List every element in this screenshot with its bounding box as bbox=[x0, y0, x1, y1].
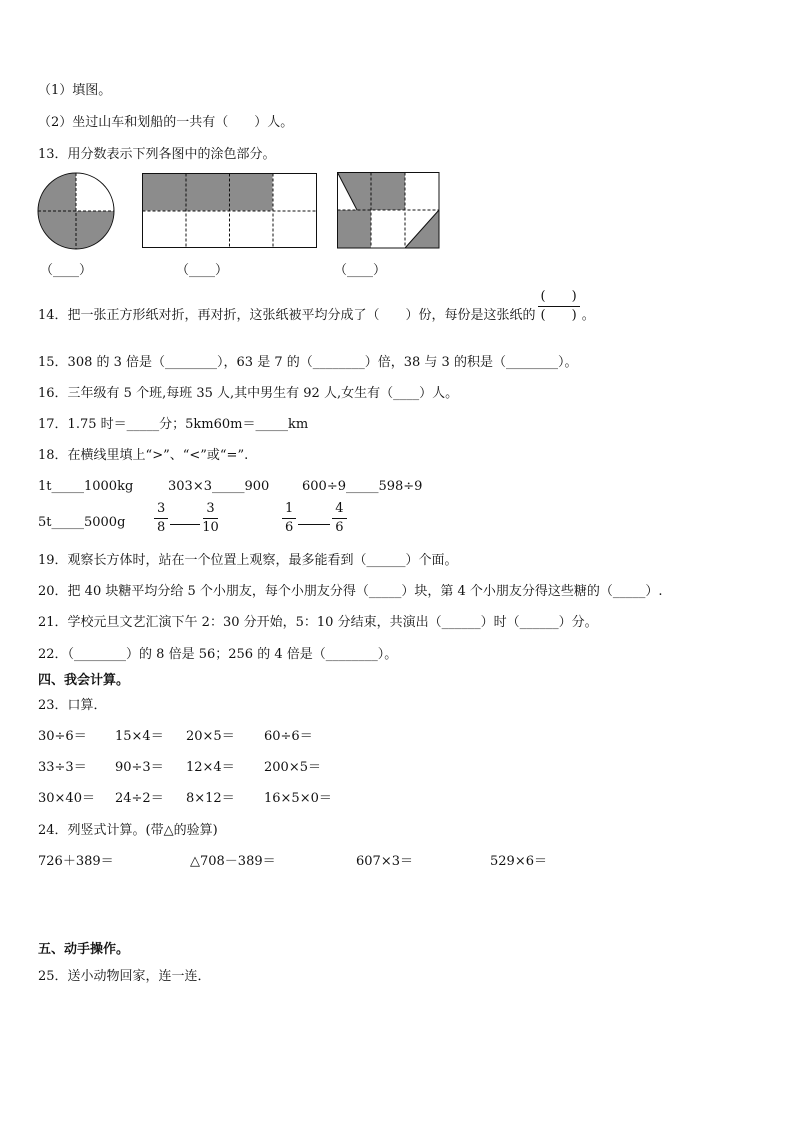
question-18: 18．在横线里填上“>”、“<”或“=”. bbox=[38, 448, 249, 463]
mental-math-item: 20×5＝ bbox=[186, 729, 235, 744]
compare-6 bbox=[280, 502, 349, 535]
section-4-title: 四、我会计算。 bbox=[38, 673, 130, 688]
fraction-denominator: 6 bbox=[285, 520, 294, 535]
fraction-denominator: 6 bbox=[335, 520, 344, 535]
question-14-end: 。 bbox=[581, 308, 595, 323]
mental-math-item: 90÷3＝ bbox=[115, 760, 164, 775]
question-24: 24．列竖式计算。(带△的验算) bbox=[38, 823, 218, 838]
fraction-1-6 bbox=[282, 502, 296, 535]
fraction-4-6 bbox=[332, 502, 346, 535]
figure-circle bbox=[37, 172, 115, 250]
question-23: 23．口算． bbox=[38, 698, 107, 713]
question-17: 17．1.75 时＝_____分；5km60m＝_____km bbox=[38, 417, 309, 432]
question-25: 25．送小动物回家，连一连． bbox=[38, 969, 211, 984]
question-20: 20．把 40 块糖平均分给 5 个小朋友，每个小朋友分得（_____）块，第 4 个小朋友分得这些糖的（_____）. bbox=[38, 584, 663, 599]
vertical-calc-item: △708－389＝ bbox=[190, 854, 276, 869]
fraction-3-10 bbox=[202, 502, 219, 535]
question-19: 19．观察长方体时，站在一个位置上观察，最多能看到（______）个面。 bbox=[38, 553, 458, 568]
fraction-numerator: 1 bbox=[282, 502, 296, 519]
fraction-3-8 bbox=[154, 502, 168, 535]
question-21: 21．学校元旦文艺汇演下午 2：30 分开始，5：10 分结束，共演出（______）时（______）分。 bbox=[38, 615, 598, 630]
compare-blank[interactable] bbox=[170, 510, 200, 525]
mental-math-item: 60÷6＝ bbox=[264, 729, 313, 744]
question-13: 13．用分数表示下列各图中的涂色部分。 bbox=[38, 147, 276, 162]
answer-blank-2[interactable]: （____） bbox=[176, 263, 229, 278]
question-22: 22．（________）的 8 倍是 56；256 的 4 倍是（________）。 bbox=[38, 647, 398, 662]
vertical-calc-item: 607×3＝ bbox=[356, 854, 413, 869]
fraction-numerator: 4 bbox=[332, 502, 346, 519]
compare-2: 303×3_____900 bbox=[168, 479, 270, 494]
question-16: 16．三年级有 5 个班,每班 35 人,其中男生有 92 人,女生有（____）人。 bbox=[38, 386, 459, 401]
fraction-numerator: 3 bbox=[154, 502, 168, 519]
compare-3: 600÷9_____598÷9 bbox=[302, 479, 423, 494]
mental-math-item: 15×4＝ bbox=[115, 729, 164, 744]
compare-blank[interactable] bbox=[298, 510, 330, 525]
mental-math-item: 8×12＝ bbox=[186, 791, 235, 806]
fraction-numerator: 3 bbox=[203, 502, 217, 519]
question-14-text: 14．把一张正方形纸对折，再对折，这张纸被平均分成了（ ）份，每份是这张纸的 bbox=[38, 308, 536, 323]
compare-4: 5t_____5000g bbox=[38, 515, 126, 530]
question-15: 15．308 的 3 倍是（________），63 是 7 的（________）倍，38 与 3 的积是（________）。 bbox=[38, 355, 578, 370]
mental-math-item: 200×5＝ bbox=[264, 760, 321, 775]
compare-5 bbox=[152, 502, 221, 535]
vertical-calc-item: 529×6＝ bbox=[490, 854, 547, 869]
question-sub1: （1）填图。 bbox=[38, 83, 112, 98]
fraction-denominator: ( ) bbox=[540, 308, 577, 323]
mental-math-item: 30÷6＝ bbox=[38, 729, 87, 744]
fraction-denominator: 10 bbox=[202, 520, 219, 535]
mental-math-item: 24÷2＝ bbox=[115, 791, 164, 806]
question-14-fraction[interactable] bbox=[538, 290, 580, 323]
mental-math-item: 12×4＝ bbox=[186, 760, 235, 775]
question-14 bbox=[38, 289, 595, 325]
fraction-numerator: ( ) bbox=[538, 290, 580, 307]
figure-triangle-grid bbox=[337, 172, 440, 250]
section-5-title: 五、动手操作。 bbox=[38, 942, 130, 957]
compare-1: 1t_____1000kg bbox=[38, 479, 134, 494]
vertical-calc-item: 726＋389＝ bbox=[38, 854, 114, 869]
question-sub2: （2）坐过山车和划船的一共有（ ）人。 bbox=[38, 115, 294, 130]
figure-rectangle-grid bbox=[142, 173, 318, 249]
answer-blank-3[interactable]: （____） bbox=[334, 263, 387, 278]
mental-math-item: 33÷3＝ bbox=[38, 760, 87, 775]
mental-math-item: 16×5×0＝ bbox=[264, 791, 332, 806]
fraction-denominator: 8 bbox=[157, 520, 166, 535]
mental-math-item: 30×40＝ bbox=[38, 791, 95, 806]
answer-blank-1[interactable]: （____） bbox=[40, 263, 93, 278]
